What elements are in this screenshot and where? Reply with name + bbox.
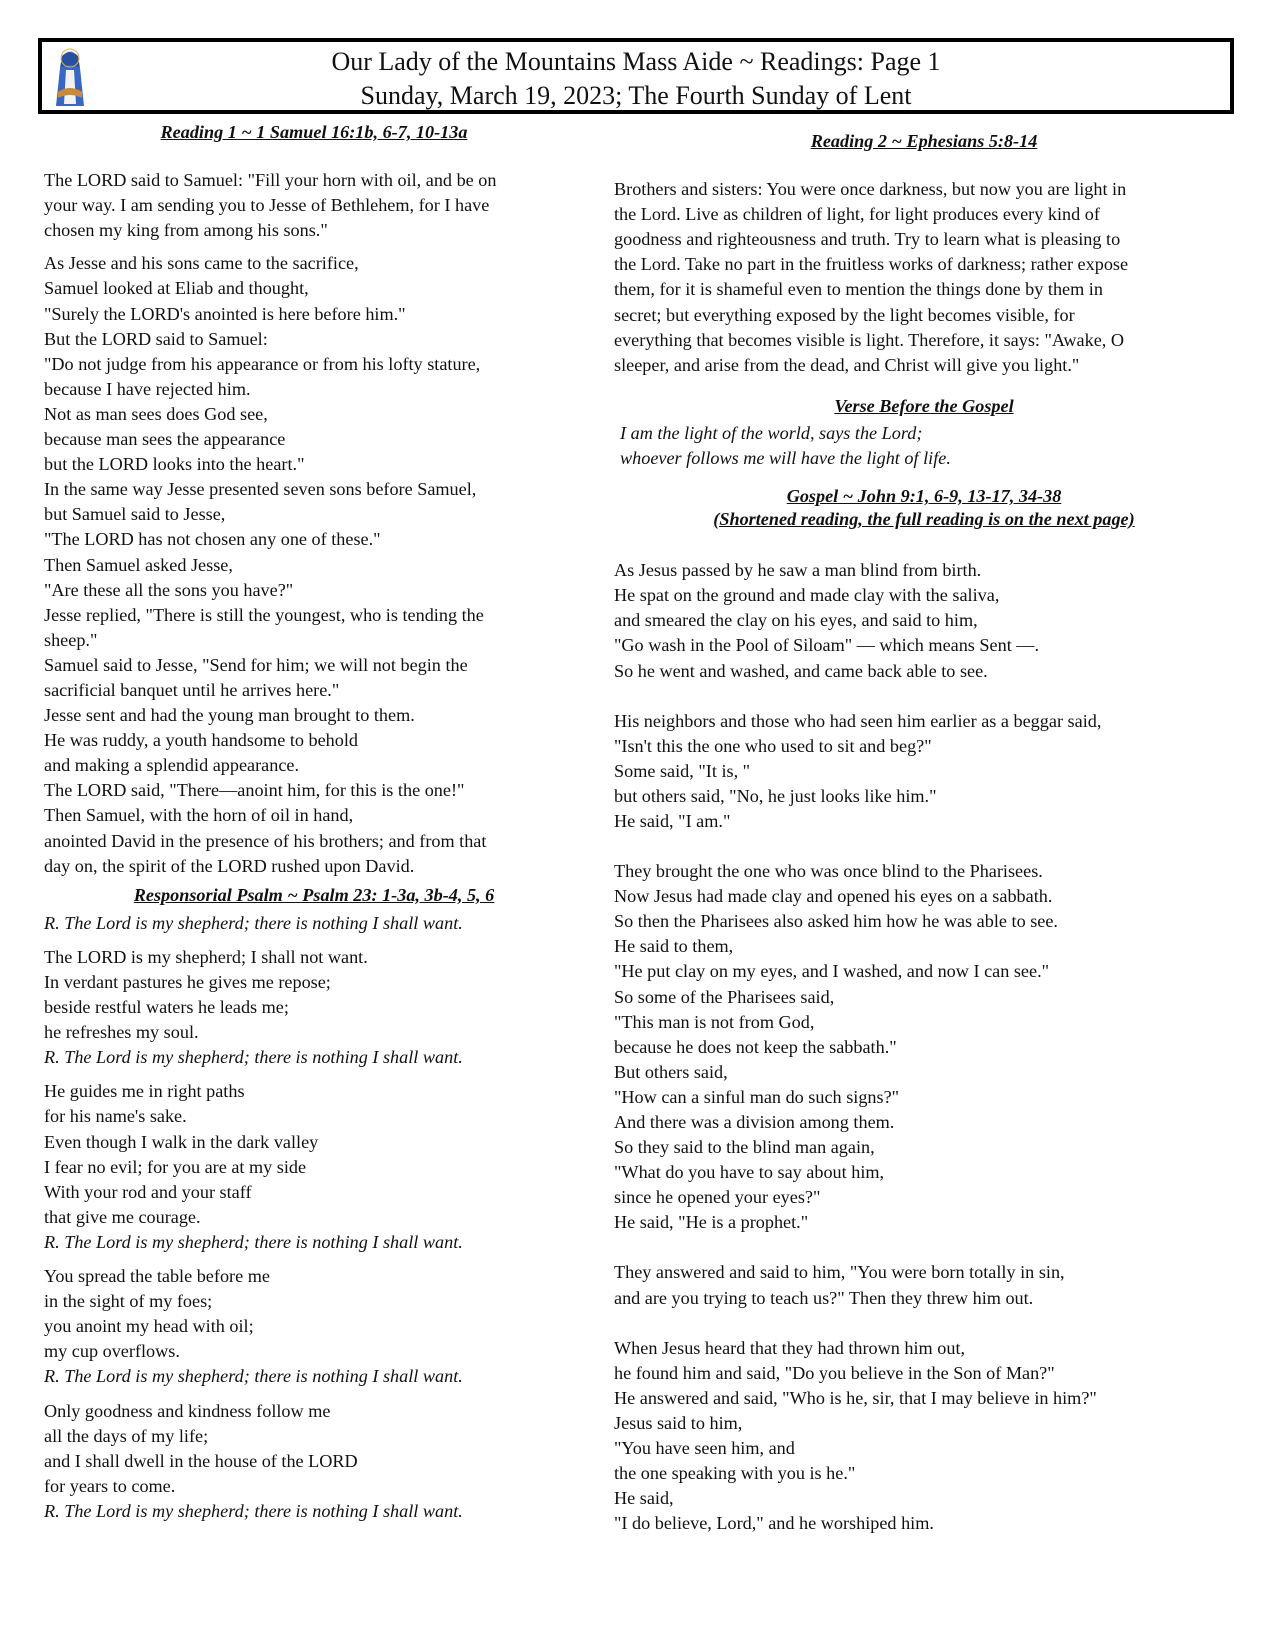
reading2-heading: Reading 2 ~ Ephesians 5:8-14: [810, 131, 1038, 151]
psalm-refrain: R. The Lord is my shepherd; there is nothing I shall want.: [44, 1231, 463, 1252]
gospel-paragraph: As Jesus passed by he saw a man blind from birth. He spat on the ground and made clay with the saliva, and smeared the clay on his eyes, and said to him, "Go wash in the Pool of Siloam" — which means Sent —. So he went and washed, and came back able to see.: [614, 560, 1040, 681]
gospel-paragraph: When Jesus heard that they had thrown him out, he found him and said, "Do you believe in the Son of Man?" He answered and said, "Who is he, sir, that I may believe in him?" Jesus said to him, "You have seen him, and the one speaking with you is he." He said, "I do believe, Lord," and he worshiped him.: [614, 1337, 1097, 1534]
reading1-paragraph: The LORD said to Samuel: "Fill your horn with oil, and be on your way. I am sending you to Jesse of Bethlehem, for I have chosen my king from among his sons.": [44, 170, 497, 241]
psalm-stanza: Only goodness and kindness follow me all the days of my life; and I shall dwell in the house of the LORD for years to come.: [44, 1400, 358, 1496]
psalm-refrain: R. The Lord is my shepherd; there is nothing I shall want.: [44, 912, 463, 933]
verse-text: I am the light of the world, says the Lord; whoever follows me will have the light of life.: [620, 422, 951, 469]
psalm-heading: Responsorial Psalm ~ Psalm 23: 1-3a, 3b-4, 5, 6: [133, 884, 495, 905]
page-subtitle: Sunday, March 19, 2023; The Fourth Sunday of Lent: [360, 81, 912, 110]
gospel-heading: Gospel ~ John 9:1, 6-9, 13-17, 34-38: [786, 486, 1062, 507]
gospel-paragraph: They answered and said to him, "You were born totally in sin, and are you trying to teach us?" Then they threw him out.: [614, 1262, 1065, 1308]
psalm-refrain: R. The Lord is my shepherd; there is nothing I shall want.: [44, 1047, 463, 1068]
reading1-heading: Reading 1 ~ 1 Samuel 16:1b, 6-7, 10-13a: [160, 122, 468, 142]
left-column: [44, 120, 584, 1524]
right-column: [614, 129, 1234, 1536]
psalm-stanza: He guides me in right paths for his name's sake. Even though I walk in the dark valley I fear no evil; for you are at my side With your rod and your staff that give me courage.: [44, 1081, 319, 1227]
page-title: Our Lady of the Mountains Mass Aide ~ Readings: Page 1: [331, 47, 941, 76]
gospel-subheading: (Shortened reading, the full reading is on the next page): [713, 509, 1135, 530]
gospel-paragraph: They brought the one who was once blind to the Pharisees. Now Jesus had made clay and opened his eyes on a sabbath. So then the Pharisees also asked him how he was able to see. He said to them, "He put clay on my eyes, and I washed, and now I can see." So some of the Pharisees said, "This man is not from God, because he does not keep the sabbath." But others said, "How can a sinful man do such signs?" And there was a division among them. So they said to the blind man again, "What do you have to say about him, since he opened your eyes?" He said, "He is a prophet.": [614, 861, 1058, 1233]
gospel-paragraph: His neighbors and those who had seen him earlier as a beggar said, "Isn't this the one who used to sit and beg?" Some said, "It is, " but others said, "No, he just looks like him." He said, "I am.": [614, 710, 1102, 831]
reading1-paragraph: As Jesse and his sons came to the sacrifice, Samuel looked at Eliab and thought, "Surely the LORD's anointed is here before him." But the LORD said to Samuel: "Do not judge from his appearance or from his lofty stature, because I have rejected him. Not as man sees does God see, because man sees the appearance but the LORD looks into the heart." In the same way Jesse presented seven sons before Samuel, but Samuel said to Jesse, "The LORD has not chosen any one of these." Then Samuel asked Jesse, "Are these all the sons you have?" Jesse replied, "There is still the youngest, who is tending the sheep." Samuel said to Jesse, "Send for him; we will not begin the sacrificial banquet until he arrives here." Jesse sent and had the young man brought to them. He was ruddy, a youth handsome to behold and making a splendid appearance. The LORD said, "There—anoint him, for this is the one!" Then Samuel, with the horn of oil in hand, anointed David in the presence of his brothers; and from that day on, the spirit of the LORD rushed upon David.: [44, 253, 487, 876]
page-header: [38, 38, 1234, 114]
reading2-text: Brothers and sisters: You were once darkness, but now you are light in the Lord. Live as children of light, for light produces every kind of goodness and righteousness and truth. Try to learn what is pleasing to the Lord. Take no part in the fruitless works of darkness; rather expose them, for it is shameful even to mention the things done by them in secret; but everything exposed by the light becomes visible, for everything that becomes visible is light. Therefore, it says: "Awake, O sleeper, and arise from the dead, and Christ will give you light.": [614, 179, 1129, 375]
psalm-refrain: R. The Lord is my shepherd; there is nothing I shall want.: [44, 1366, 463, 1387]
psalm-refrain: R. The Lord is my shepherd; there is nothing I shall want.: [44, 1500, 463, 1521]
psalm-stanza: You spread the table before me in the sight of my foes; you anoint my head with oil; my cup overflows.: [44, 1266, 270, 1362]
psalm-stanza: The LORD is my shepherd; I shall not want. In verdant pastures he gives me repose; beside restful waters he leads me; he refreshes my soul.: [44, 946, 368, 1043]
verse-heading: Verse Before the Gospel: [834, 395, 1014, 416]
